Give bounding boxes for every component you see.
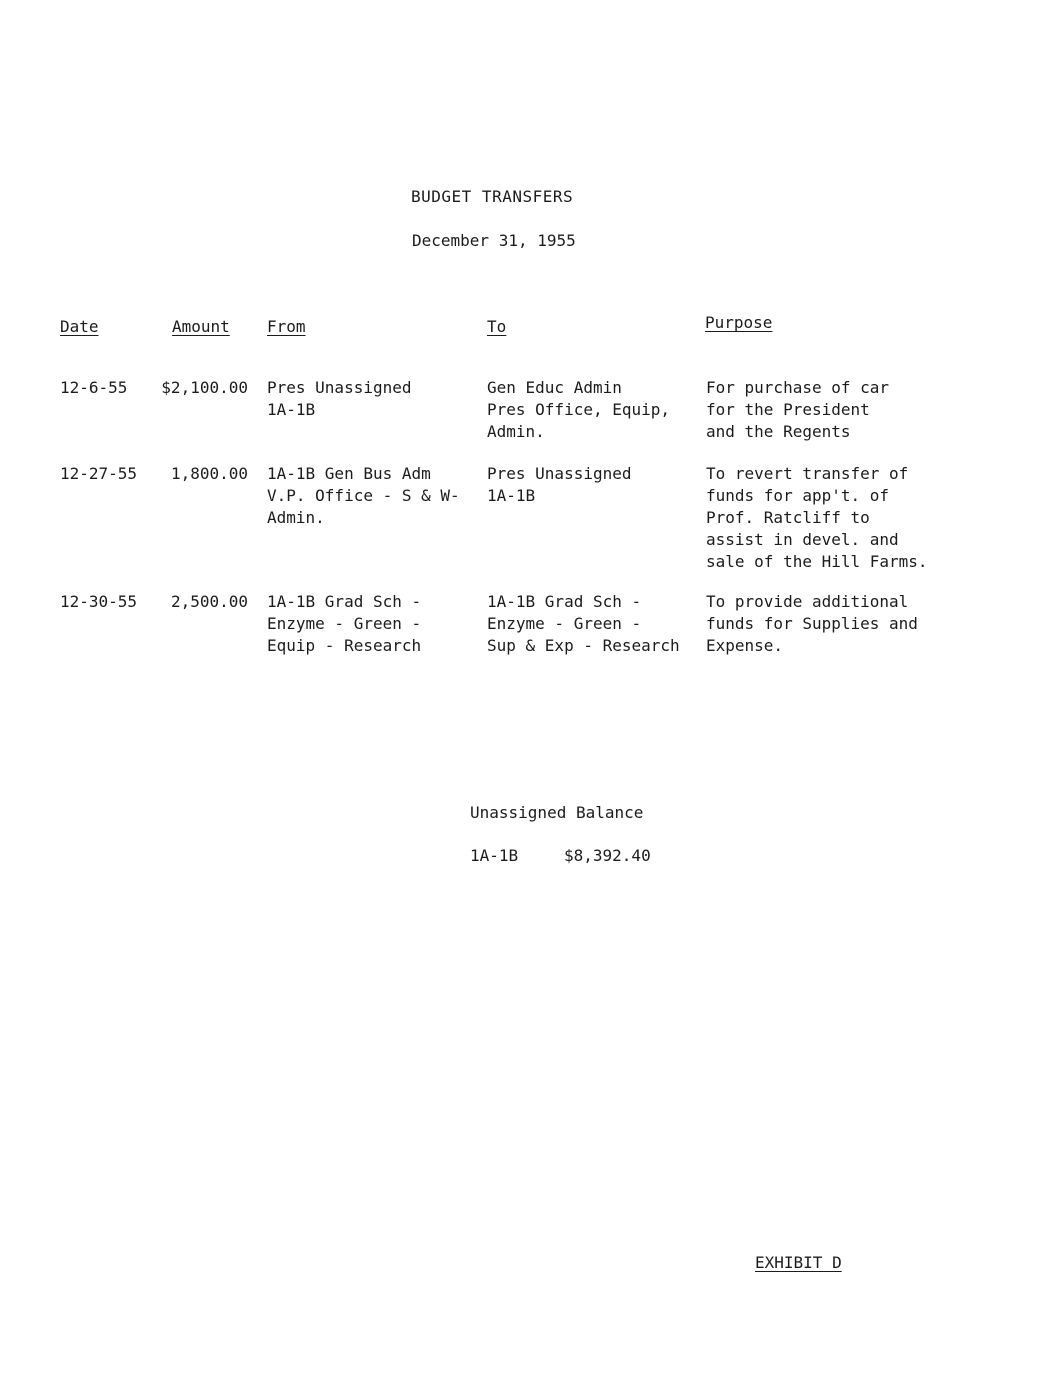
- row-2-purpose: To revert transfer of funds for app't. of Prof. Ratcliff to assist in devel. and sale of the Hill Farms.: [706, 464, 928, 571]
- column-header-to: To: [487, 317, 507, 336]
- row-3-from: 1A-1B Grad Sch - Enzyme - Green - Equip - Research: [267, 592, 422, 655]
- row-2-to: Pres Unassigned 1A-1B: [487, 464, 632, 505]
- row-2-from: 1A-1B Gen Bus Adm V.P. Office - S & W- Admin.: [267, 464, 460, 527]
- document-date: December 31, 1955: [412, 231, 576, 250]
- column-header-purpose: Purpose: [705, 313, 773, 332]
- column-header-from: From: [267, 317, 306, 336]
- column-header-date: Date: [60, 317, 99, 336]
- balance-amount: $8,392.40: [564, 846, 651, 865]
- balance-code: 1A-1B: [470, 846, 519, 865]
- exhibit-label: EXHIBIT D: [755, 1253, 842, 1272]
- row-3-to: 1A-1B Grad Sch - Enzyme - Green - Sup & Exp - Research: [487, 592, 680, 655]
- row-1-purpose: For purchase of car for the President and the Regents: [706, 378, 890, 441]
- row-1-amount: $2,100.00: [161, 378, 248, 397]
- document-title: BUDGET TRANSFERS: [411, 187, 574, 206]
- row-1-date: 12-6-55: [60, 378, 128, 397]
- balance-label: Unassigned Balance: [470, 803, 644, 822]
- row-2-amount: 1,800.00: [170, 464, 248, 483]
- column-header-amount: Amount: [172, 317, 230, 336]
- row-1-to: Gen Educ Admin Pres Office, Equip, Admin.: [487, 378, 671, 441]
- row-3-amount: 2,500.00: [170, 592, 248, 611]
- row-2-date: 12-27-55: [60, 464, 138, 483]
- row-3-purpose: To provide additional funds for Supplies and Expense.: [706, 592, 918, 655]
- row-3-date: 12-30-55: [60, 592, 138, 611]
- row-1-from: Pres Unassigned 1A-1B: [267, 378, 412, 419]
